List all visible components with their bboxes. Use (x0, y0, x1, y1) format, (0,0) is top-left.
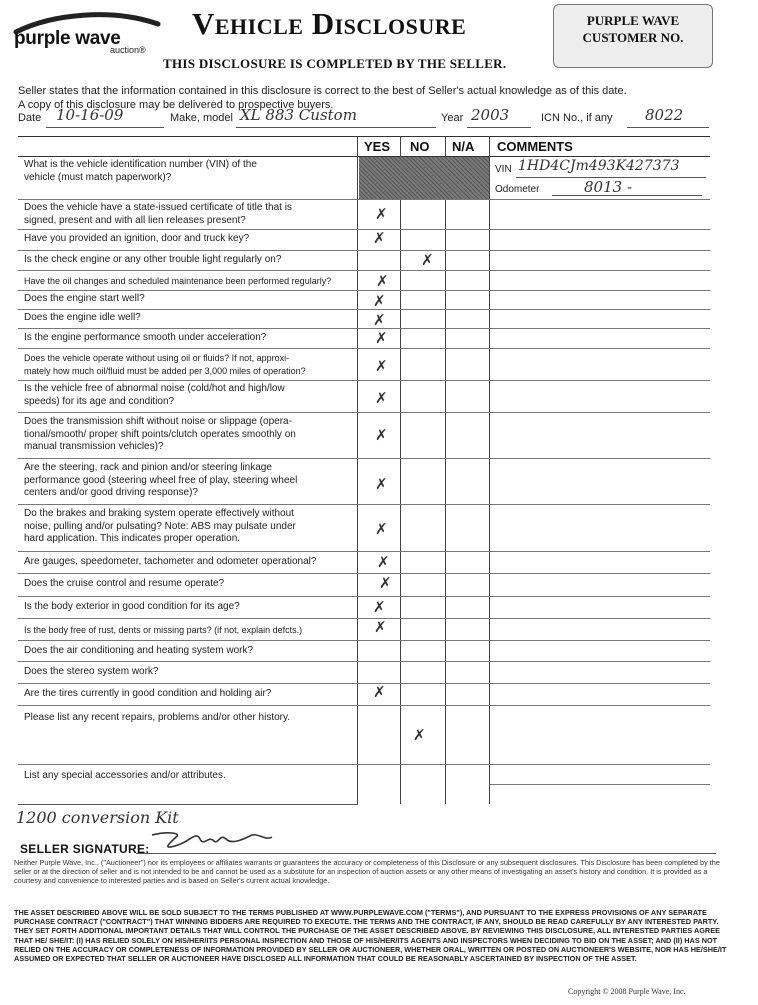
answer-gauges-yes[interactable]: ✗ (377, 553, 390, 571)
answer-title-yes[interactable]: ✗ (375, 205, 388, 223)
make-model-label: Make, model (170, 112, 233, 124)
col-no: NO (410, 139, 430, 154)
answer-engine-idle-yes[interactable]: ✗ (373, 311, 386, 329)
answer-cruise-control-yes[interactable]: ✗ (379, 574, 392, 592)
answer-brakes-yes[interactable]: ✗ (375, 520, 388, 538)
copyright: Copyright © 2008 Purple Wave, Inc. (568, 987, 686, 996)
seller-signature-label: SELLER SIGNATURE: (20, 842, 150, 856)
question-gauges: Are gauges, speedometer, tachometer and odometer operational? (24, 556, 317, 567)
answer-check-engine-no[interactable]: ✗ (421, 251, 434, 269)
date-label: Date (18, 112, 42, 124)
answer-body-rust-yes[interactable]: ✗ (374, 618, 387, 636)
question-body-exterior: Is the body exterior in good condition for its age? (24, 601, 240, 612)
answer-tires-yes[interactable]: ✗ (373, 683, 386, 701)
question-air-conditioning: Does the air conditioning and heating system work? (24, 645, 254, 656)
answer-oil-changes-yes[interactable]: ✗ (376, 272, 389, 290)
terms-text: THE ASSET DESCRIBED ABOVE WILL BE SOLD SUBJECT TO THE TERMS PUBLISHED AT WWW.PURPLEWAVE.COM ("TERMS"), AND PURSUANT TO THE EXPRESS PROVISIONS OF ANY SEPARATE PURCHASE CONTRACT ("CONTRACT") THAT WINNING BIDDERS ARE REQUIRED TO EXECUTE. THE TERMS AND THE CONTRACT, IF ANY, SHOULD BE READ CAREFULLY BY ANY INTERESTED PARTY. THEY SET FORTH ADDITIONAL IMPORTANT DETAILS THAT WILL CONTROL THE PURCHASE OF THE ASSET DESCRIBED ABOVE. BY REVIEWING THIS DISCLOSURE, ALL INTERESTED PARTIES AGREE THAT HE/ SHE/IT: (I) HAS RELIED SOLELY ON HIS/HER/ITS PERSONAL INSPECTION AND THOSE OF HIS/HER/ITS AGENTS AND INSPECTORS WHEN DECIDING TO BID ON THE ASSET; AND (II) HAS NOT RELIED ON THE ACCURACY OR COMPLETENESS OF INFORMATION PROVIDED BY SELLER OR AUCTIONEER, WHETHER ORAL, WRITTEN OR POSTED ON AUCTIONEER'S WEBSITE, NOR HAS HE/SHE/IT ASSUMED OR EXPECTED THAT SELLER OR AUCTIONEER HAVE DISCLOSED ALL INFORMATION THAT COULD BE REASONABLY ASCERTAINED BY INSPECTION OF THE ASSET. (14, 908, 727, 964)
year-value[interactable]: 2003 (471, 106, 510, 124)
answer-noise-yes[interactable]: ✗ (375, 389, 388, 407)
question-stereo: Does the stereo system work? (24, 666, 159, 677)
question-engine-performance: Is the engine performance smooth under acceleration? (24, 332, 267, 343)
date-value[interactable]: 10-16-09 (56, 106, 124, 124)
question-body-rust: Is the body free of rust, dents or missing parts? (if not, explain defcts.) (24, 625, 303, 635)
logo: purple wave (14, 28, 121, 49)
seller-statement (18, 84, 738, 112)
answer-engine-start-yes[interactable]: ✗ (373, 292, 386, 310)
answer-engine-performance-yes[interactable]: ✗ (375, 329, 388, 347)
question-vin: What is the vehicle identification number (VIN) of the vehicle (must match paperwork)? (24, 159, 257, 183)
customer-number-box (553, 4, 713, 68)
year-label: Year (441, 112, 464, 124)
make-model-value[interactable]: XL 883 Custom (240, 106, 357, 124)
answer-oil-fluids-yes[interactable]: ✗ (375, 357, 388, 375)
col-comments: COMMENTS (497, 139, 573, 154)
question-oil-changes: Have the oil changes and scheduled maintenance been performed regularly? (24, 276, 332, 286)
question-brakes: Do the brakes and braking system operate effectively without noise, pulling and/or pulsating? Note: ABS may pulsate under hard application. This indicates proper operation. (24, 508, 296, 544)
question-check-engine: Is the check engine or any other trouble light regularly on? (24, 254, 282, 265)
col-na: N/A (452, 139, 475, 154)
odometer-label: Odometer (495, 184, 540, 195)
vin-label: VIN (495, 164, 512, 175)
accessories-value[interactable]: 1200 conversion Kit (16, 808, 179, 827)
question-accessories: List any special accessories and/or attributes. (24, 770, 226, 781)
answer-keys-yes[interactable]: ✗ (373, 229, 386, 247)
page-subtitle: THIS DISCLOSURE IS COMPLETED BY THE SELLER. (163, 56, 507, 71)
question-engine-start: Does the engine start well? (24, 293, 145, 304)
question-oil-fluids: Does the vehicle operate without using oil or fluids? If not, approxi- mately how much oil/fluid must be added per 3,000 miles of operation? (24, 353, 306, 376)
icn-value[interactable]: 8022 (645, 106, 684, 124)
logo-subtext: auction® (110, 45, 146, 55)
icn-label: ICN No., if any (541, 112, 613, 124)
vin-shaded-cells (359, 157, 489, 199)
page-title: Vehicle Disclosure (192, 6, 467, 41)
question-transmission: Does the transmission shift without noise or slippage (opera- tional/smooth/ proper shift points/clutch operates smoothly on manual transmission vehicles)? (24, 416, 296, 452)
customer-box-line2: CUSTOMER NO. (582, 30, 684, 45)
question-engine-idle: Does the engine idle well? (24, 312, 141, 323)
answer-repairs-no[interactable]: ✗ (413, 726, 426, 744)
question-steering: Are the steering, rack and pinion and/or steering linkage performance good (steering wheel free of play, steering wheel centers and/or good driving response)? (24, 462, 298, 498)
odometer-value[interactable]: 8013 - (584, 178, 633, 196)
answer-transmission-yes[interactable]: ✗ (375, 426, 388, 444)
disclaimer-text: Neither Purple Wave, Inc., ("Auctioneer") nor its employees or affiliates warrants or guarantees the accuracy or completeness of this Disclosure or any subsequent disclosures. This Disclosure has been completed by the seller or at the direction of seller and is not intended to be and cannot be used as a substitute for an inspection of auction assets or any other means of investigating an asset's history and condition. It is provided as a courtesy and convenience to interested parties and is based on Seller's current actual knowledge. (14, 858, 720, 885)
answer-body-exterior-yes[interactable]: ✗ (373, 598, 386, 616)
question-keys: Have you provided an ignition, door and truck key? (24, 233, 250, 244)
question-noise: Is the vehicle free of abnormal noise (cold/hot and high/low speeds) for its age and condition? (24, 383, 285, 407)
statement-line1: Seller states that the information contained in this disclosure is correct to the best of Seller's actual knowledge as of this date. (18, 85, 627, 97)
col-yes: YES (364, 139, 391, 154)
question-cruise-control: Does the cruise control and resume operate? (24, 578, 225, 589)
question-title: Does the vehicle have a state-issued certificate of title that is signed, present and with all lien releases present? (24, 202, 292, 226)
customer-box-line1: PURPLE WAVE (586, 13, 680, 28)
question-tires: Are the tires currently in good condition and holding air? (24, 688, 272, 699)
seller-signature-icon[interactable] (148, 825, 278, 855)
answer-steering-yes[interactable]: ✗ (375, 475, 388, 493)
question-repairs: Please list any recent repairs, problems and/or other history. (24, 712, 291, 723)
vin-value[interactable]: 1HD4CJm493K427373 (518, 158, 680, 174)
statement-line2: A copy of this disclosure may be delivered to prospective buyers. (18, 99, 334, 111)
